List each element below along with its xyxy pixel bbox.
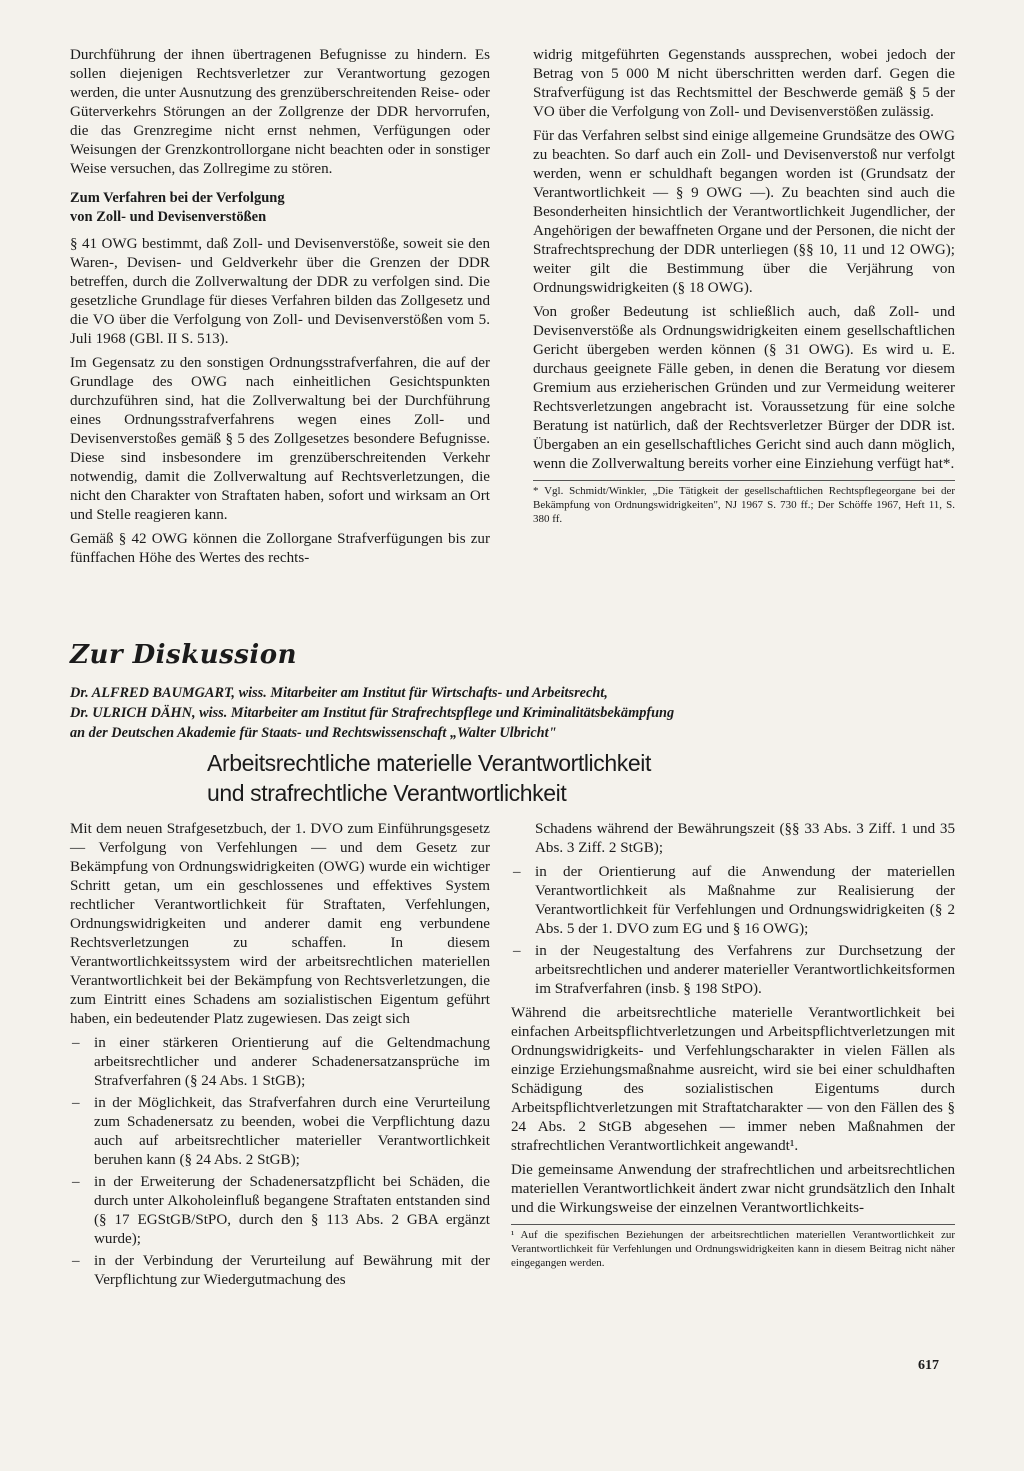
article-title-line: und strafrechtliche Verantwortlichkeit — [207, 780, 567, 806]
paragraph: Im Gegensatz zu den sonstigen Ordnungsstrafverfahren, die auf der Grundlage des OWG nach einheitlichen Gesichtspunkten durchzuführen sind, hat die Zollverwaltung bei der Durchführung eines Ordnungsstrafverfahrens wegen eines Zoll- und Devisenverstoßes gemäß § 5 des Zollgesetzes besondere Befugnisse. Diese sind insbesondere im grenzüberschreitenden Verkehr notwendig, damit die Zollverwaltung auf Rechtsverletzungen, die nicht den Charakter von Straftaten haben, sofort und wirksam an Ort und Stelle reagieren kann. — [70, 355, 490, 523]
upper-right-column — [533, 46, 955, 526]
paragraph: § 41 OWG bestimmt, daß Zoll- und Devisenverstöße, soweit sie den Waren-, Devisen- und Geldverkehr über die Grenzen der DDR betreffen, durch die Zollverwaltung der DDR zu verfolgen sind. Die gesetzliche Grundlage für dieses Verfahren bilden das Zollgesetz und die VO über die Verfolgung von Zoll- und Devisenverstößen vom 5. Juli 1968 (GBl. II S. 513). — [70, 236, 490, 347]
paragraph: Für das Verfahren selbst sind einige allgemeine Grundsätze des OWG zu beachten. So darf auch ein Zoll- und Devisenverstoß nur verfolgt werden, wenn er schuldhaft begangen worden ist (Grundsatz der Verantwortlichkeit — § 9 OWG —). Zu beachten sind auch die Besonderheiten hinsichtlich der Verantwortlichkeit Jugendlicher, der Angehörigen der bewaffneten Organe und der Personen, die nicht der Strafrechtsprechung der DDR unterliegen (§§ 10, 11 und 12 OWG); weiter gilt die Bestimmung über die Verjährung von Ordnungswidrigkeiten (§ 18 OWG). — [533, 128, 955, 296]
paragraph: Mit dem neuen Strafgesetzbuch, der 1. DVO zum Einführungsgesetz — Verfolgung von Verfehlungen — und dem Gesetz zur Bekämpfung von Ordnungswidrigkeiten (OWG) wurde ein wichtiger Schritt getan, um ein geschlossenes und effektives System rechtlicher Verantwortlichkeit für Straftaten, Verfehlungen, Ordnungswidrigkeiten und anderer damit eng verbundene Rechtsverletzungen zu schaffen. In diesem Verantwortlichkeitssystem wird der arbeitsrechtlichen materiellen Verantwortlichkeit bei der Bekämpfung von Rechtsverletzungen, die zum Eintritt eines Schadens am sozialistischen Eigentum geführt haben, ein bedeutender Platz zugewiesen. Das zeigt sich — [70, 821, 490, 1027]
author-line: Dr. ALFRED BAUMGART, wiss. Mitarbeiter am Institut für Wirtschafts- und Arbeitsrecht, — [70, 685, 608, 701]
paragraph: Die gemeinsame Anwendung der strafrechtlichen und arbeitsrechtlichen materiellen Verantwortlichkeit ändert zwar nicht grundsätzlich den Inhalt und die Wirkungsweise der einzelnen Verantwortlichkeits- — [511, 1162, 955, 1216]
section-heading — [70, 189, 490, 227]
upper-left-column — [70, 46, 490, 573]
lower-right-column — [511, 820, 955, 1270]
list-item: – in einer stärkeren Orientierung auf die Geltendmachung arbeitsrechtlicher und anderer Schadenersatzansprüche im Strafverfahren (§ 24 Abs. 1 StGB); — [70, 1034, 490, 1091]
author-line: Dr. ULRICH DÄHN, wiss. Mitarbeiter am Institut für Strafrechtspflege und Kriminalitätsbekämpfung — [70, 705, 675, 721]
article-title-line: Arbeitsrechtliche materielle Verantwortlichkeit — [207, 750, 651, 776]
paragraph: Durchführung der ihnen übertragenen Befugnisse zu hindern. Es sollen diejenigen Rechtsverletzer zur Verantwortung gezogen werden, die unter Ausnutzung des grenzüberschreitenden Reise- oder Güterverkehrs Störungen an der Zollgrenze der DDR hervorrufen, die das Grenzregime nicht ernst nehmen, Verfügungen oder Weisungen der Grenzkontrollorgane nicht beachten oder in sonstiger Weise versuchen, das Zollregime zu stören. — [70, 47, 490, 177]
paragraph: widrig mitgeführten Gegenstands aussprechen, wobei jedoch der Betrag von 5 000 M nicht überschritten werden darf. Gegen die Strafverfügung ist das Rechtsmittel der Beschwerde gemäß § 5 der VO über die Verfolgung von Zoll- und Devisenverstößen zulässig. — [533, 47, 955, 120]
lower-left-column — [70, 820, 490, 1295]
authors-block — [70, 683, 950, 743]
paragraph: Während die arbeitsrechtliche materielle Verantwortlichkeit bei einfachen Arbeitspflichtverletzungen und Arbeitspflichtverletzungen mit Ordnungswidrigkeits- und Verfehlungscharakter in vielen Fällen als einzige Erziehungsmaßnahme ausreicht, wird sie bei einer schuldhaften Schädigung des sozialistischen Eigentums durch Arbeitspflichtverletzungen mit Straftatcharakter — von den Fällen des § 24 Abs. 2 StGB abgesehen — immer neben Maßnahmen der strafrechtlichen Verantwortlichkeit angewandt¹. — [511, 1005, 955, 1154]
paragraph: Gemäß § 42 OWG können die Zollorgane Strafverfügungen bis zur fünffachen Höhe des Wertes des rechts- — [70, 531, 490, 566]
heading-line: Zum Verfahren bei der Verfolgung — [70, 190, 285, 206]
list — [511, 863, 955, 999]
paragraph: Von großer Bedeutung ist schließlich auch, daß Zoll- und Devisenverstöße als Ordnungswidrigkeiten einem gesellschaftlichen Gericht übergeben werden können (§ 31 OWG). Es wird u. E. durchaus geeignete Fälle geben, in denen die Beratung vor diesem Gremium aus erzieherischen Gründen und zur Vermeidung weiterer Rechtsverletzungen angebracht ist. Voraussetzung für eine solche Beratung ist natürlich, daß der Rechtsverletzer Bürger der DDR ist. Übergaben an ein gesellschaftliches Gericht sind auch dann möglich, wenn die Zollverwaltung bereits vorher eine Einziehung verfügt hat*. — [533, 304, 955, 472]
footnote: ¹ Auf die spezifischen Beziehungen der arbeitsrechtlichen materiellen Verantwortlichkeit zur Verantwortlichkeit für Verfehlungen und Ordnungswidrigkeiten kann in diesem Beitrag nicht näher eingegangen werden. — [511, 1224, 955, 1270]
list-item: – in der Verbindung der Verurteilung auf Bewährung mit der Verpflichtung zur Wiedergutmachung des — [70, 1252, 490, 1290]
author-line: an der Deutschen Akademie für Staats- und Rechtswissenschaft „Walter Ulbricht" — [70, 725, 557, 741]
paragraph-continuation: Schadens während der Bewährungszeit (§§ 33 Abs. 3 Ziff. 1 und 35 Abs. 3 Ziff. 2 StGB); — [535, 821, 955, 856]
list-item: – in der Neugestaltung des Verfahrens zur Durchsetzung der arbeitsrechtlichen und anderer materieller Verantwortlichkeitsformen im Strafverfahren (insb. § 198 StPO). — [511, 942, 955, 999]
list-item: – in der Erweiterung der Schadenersatzpflicht bei Schäden, die durch unter Alkoholeinfluß begangene Straftaten entstanden sind (§ 17 EGStGB/StPO, durch den § 113 Abs. 2 GBA ergänzt wurde); — [70, 1173, 490, 1249]
section-title: Zur Diskussion — [70, 640, 298, 670]
heading-line: von Zoll- und Devisenverstößen — [70, 209, 267, 225]
page-number: 617 — [918, 1358, 939, 1373]
list-item: – in der Orientierung auf die Anwendung der materiellen Verantwortlichkeit als Maßnahme zur Realisierung der Verantwortlichkeit für Verfehlungen und Ordnungswidrigkeiten (§ 2 Abs. 5 der 1. DVO zum EG und § 16 OWG); — [511, 863, 955, 939]
list-item: – in der Möglichkeit, das Strafverfahren durch eine Verurteilung zum Schadenersatz zu beenden, wobei die Verpflichtung dazu auch auf arbeitsrechtlicher materieller Verantwortlichkeit beruhen kann (§ 24 Abs. 2 StGB); — [70, 1094, 490, 1170]
footnote: * Vgl. Schmidt/Winkler, „Die Tätigkeit der gesellschaftlichen Rechtspflegeorgane bei der Bekämpfung von Ordnungswidrigkeiten", NJ 1967 S. 730 ff.; Der Schöffe 1967, Heft 11, S. 380 ff. — [533, 480, 955, 526]
article-title — [207, 748, 807, 808]
list — [70, 1034, 490, 1290]
